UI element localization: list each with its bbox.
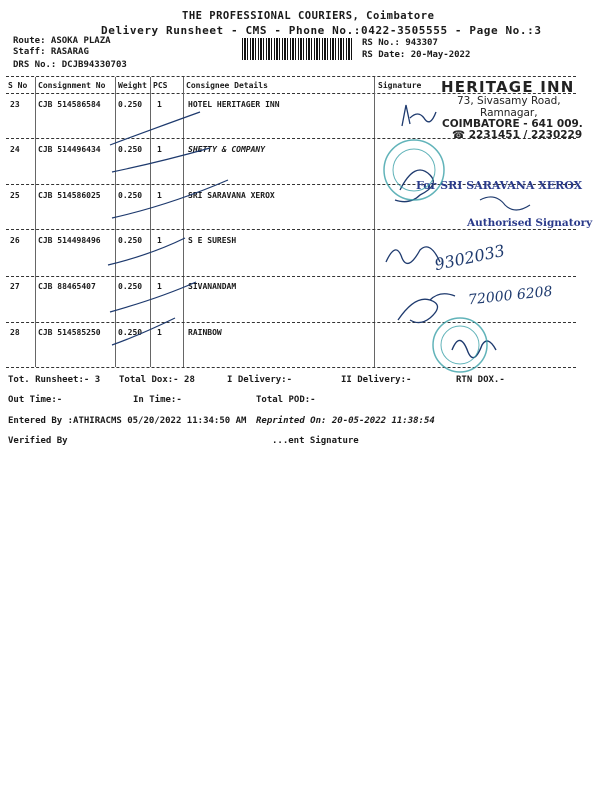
col-header-signature: Signature [378, 81, 422, 90]
row-pcs: 1 [157, 191, 162, 200]
handwritten-phone: 9302033 [432, 240, 507, 275]
signature-row-27 [398, 294, 455, 323]
rtn-dox: RTN DOX.- [456, 375, 505, 385]
company-title: THE PROFESSIONAL COURIERS, Coimbatore [182, 10, 435, 22]
row-tick [108, 238, 185, 265]
row-consignment: CJB 514585250 [38, 328, 101, 337]
route-label: Route: ASOKA PLAZA [13, 36, 111, 46]
total-dox: Total Dox:- 28 [119, 375, 195, 385]
row-consignee: SHETTY & COMPANY [188, 145, 266, 154]
row-pcs: 1 [157, 100, 162, 109]
signature-row-28 [452, 340, 496, 357]
row-pcs: 1 [157, 328, 162, 337]
row-pcs: 1 [157, 145, 162, 154]
row-consignee: RAINBOW [188, 328, 222, 337]
row-sno: 26 [10, 236, 20, 245]
seal-stamp [441, 326, 479, 364]
row-sno: 28 [10, 328, 20, 337]
signature-row-25 [480, 197, 530, 210]
col-header-weight: Weight [118, 81, 147, 90]
row-consignment: CJB 514586025 [38, 191, 101, 200]
handwritten-number: 72000 6208 [467, 283, 554, 309]
row-weight: 0.250 [118, 100, 143, 109]
signature-row-23 [402, 105, 436, 126]
seal-stamp [393, 149, 435, 191]
row-sno: 23 [10, 100, 20, 109]
row-consignee: SIVANANDAM [188, 282, 237, 291]
col-header-consignment: Consignment No [38, 81, 106, 90]
hotel-stamp-address: 73, Sivasamy Road, [457, 95, 561, 107]
row-weight: 0.250 [118, 282, 143, 291]
out-time: Out Time:- [8, 395, 63, 405]
row-consignee: S E SURESH [188, 236, 237, 245]
row-weight: 0.250 [118, 236, 143, 245]
row-consignee: SRI SARAVANA XEROX [188, 191, 275, 200]
hotel-stamp-name: HERITAGE INN [441, 78, 575, 96]
row-tick [110, 112, 200, 145]
row-weight: 0.250 [118, 145, 143, 154]
row-weight: 0.250 [118, 191, 143, 200]
row-tick [110, 282, 196, 312]
total-pod: Total POD:- [256, 395, 316, 405]
i-delivery: I Delivery:- [227, 375, 293, 385]
row-consignment: CJB 514496434 [38, 145, 101, 154]
verified-by: Verified By [8, 436, 68, 446]
row-consignment: CJB 514498496 [38, 236, 101, 245]
ii-delivery: II Delivery:- [341, 375, 412, 385]
row-pcs: 1 [157, 236, 162, 245]
row-consignment: CJB 88465407 [38, 282, 96, 291]
runsheet-subtitle: Delivery Runsheet - CMS - Phone No.:0422-3505555 - Page No.:3 [101, 24, 542, 37]
saravana-stamp: For SRI SARAVANA XEROX [416, 179, 583, 192]
row-weight: 0.250 [118, 328, 143, 337]
staff-label: Staff: RASARAG [13, 47, 89, 57]
row-tick [112, 318, 175, 345]
col-header-sno: S No [8, 81, 28, 90]
drs-number: DRS No.: DCJB94330703 [13, 60, 127, 70]
row-consignment: CJB 514586584 [38, 100, 101, 109]
row-consignee: HOTEL HERITAGER INN [188, 100, 280, 109]
hotel-stamp-phone: ☎ 2231451 / 2230229 [452, 129, 583, 141]
hotel-stamp-area: Ramnagar, [480, 107, 538, 119]
row-sno: 27 [10, 282, 20, 291]
reprinted-on: Reprinted On: 20-05-2022 11:38:54 [256, 416, 435, 426]
row-tick [112, 148, 210, 172]
hotel-stamp-city: COIMBATORE - 641 009. [442, 118, 583, 130]
rs-date: RS Date: 20-May-2022 [362, 50, 471, 60]
authorised-signatory-stamp: Authorised Signatory [467, 217, 593, 229]
client-signature: ...ent Signature [272, 436, 359, 446]
total-runsheet: Tot. Runsheet:- 3 [8, 375, 101, 385]
in-time: In Time:- [133, 395, 182, 405]
row-tick [112, 180, 228, 218]
row-sno: 24 [10, 145, 20, 154]
rs-number: RS No.: 943307 [362, 38, 438, 48]
col-header-consignee: Consignee Details [186, 81, 268, 90]
col-header-pcs: PCS [153, 81, 168, 90]
entered-by: Entered By :ATHIRACMS 05/20/2022 11:34:50 AM [8, 416, 247, 426]
row-sno: 25 [10, 191, 20, 200]
row-pcs: 1 [157, 282, 162, 291]
